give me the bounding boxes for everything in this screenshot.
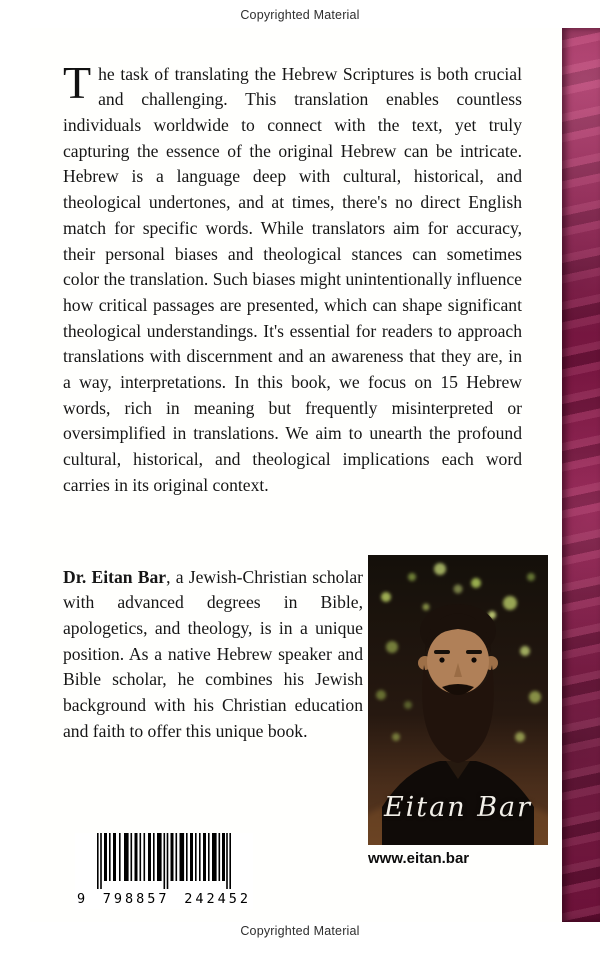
author-website: www.eitan.bar [368, 850, 470, 867]
barcode-bars [75, 833, 253, 891]
book-cover [30, 28, 600, 922]
isbn-group2: 242452 [184, 891, 251, 907]
dropcap-letter: T [63, 56, 92, 108]
author-photo [368, 555, 548, 845]
isbn-group1: 798857 [102, 891, 170, 907]
back-cover-description [63, 56, 522, 499]
description-text: he task of translating the Hebrew Scriptures is both crucial and challenging. This translation enables countless individuals worldwide to connect with the text, yet truly capturing the essence of the original Hebrew can be intricate. Hebrew is a language deep with cultural, historical, and theological undertones, and at times, there's no direct English match for specific words. While translators aim for accuracy, their personal biases and theological stances can sometimes color the translation. Such biases might unintentionally influence how critical passages are presented, which can shape significant theological understandings. It's essential for readers to approach translations with discernment and an awareness that they are, in a way, interpretations. In this book, we focus on 15 Hebrew words, rich in meaning but frequently misinterpreted or oversimplified in translations. We aim to unearth the profound cultural, historical, and theological implications each word carries in its original context. [63, 63, 522, 495]
isbn-left-digit: 9 [77, 891, 89, 907]
magenta-spine-strip [562, 28, 600, 922]
author-bio-text: , a Jewish-Christian scholar with advanced degrees in Bible, apologetics, and theology, is in a unique position. As a native Hebrew speaker and Bible scholar, he combines his Jewish background with his Christian education and faith to offer this unique book. [63, 566, 364, 741]
isbn-barcode [75, 833, 253, 909]
author-signature: Eitan Bar [383, 792, 533, 823]
copyright-label-bottom: Copyrighted Material [240, 924, 360, 938]
isbn-digits [75, 891, 253, 907]
copyright-label-top: Copyrighted Material [240, 8, 360, 22]
author-bio [63, 565, 363, 745]
author-name: Dr. Eitan Bar [63, 566, 167, 587]
